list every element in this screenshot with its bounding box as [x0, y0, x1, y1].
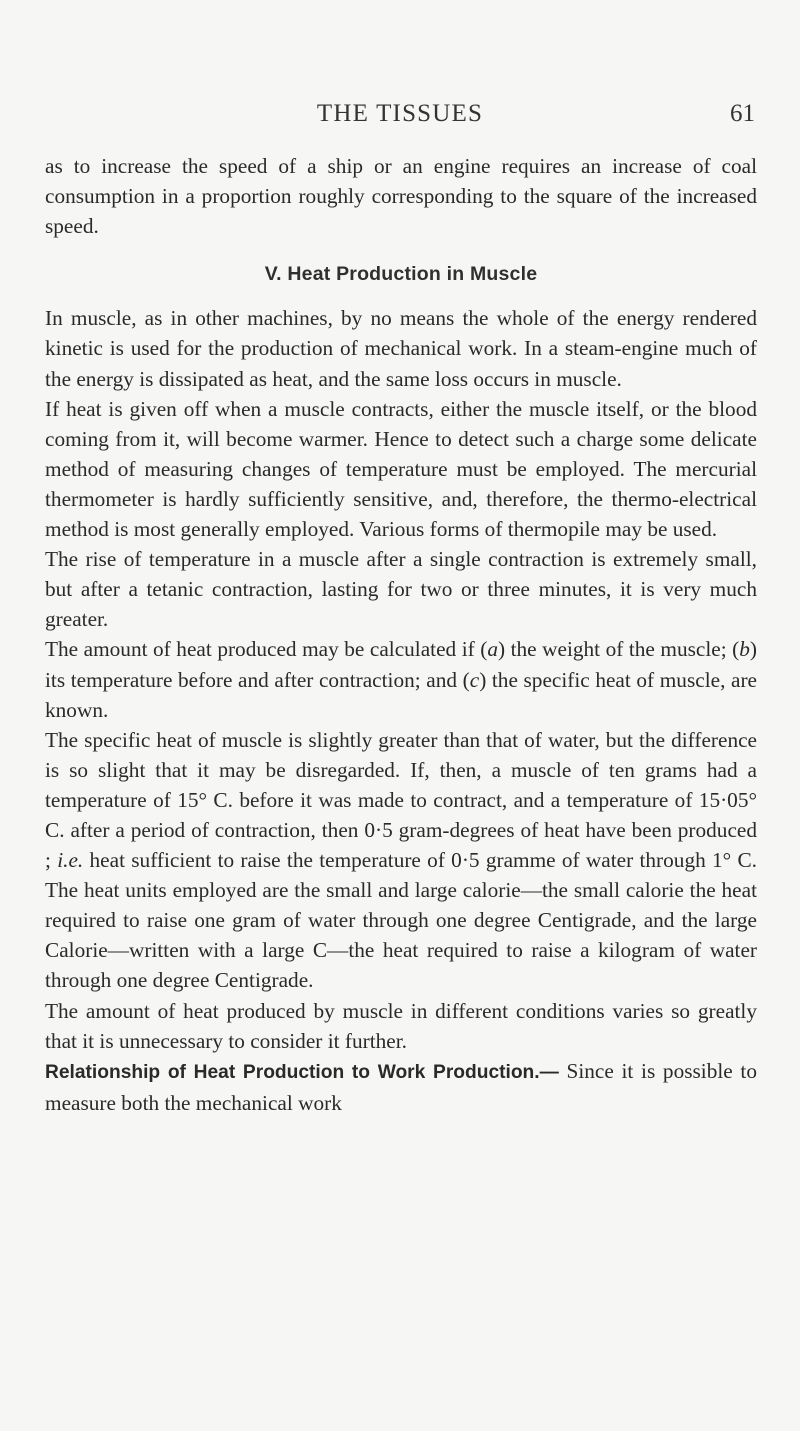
running-title: THE TISSUES: [316, 100, 484, 127]
section-heading: V. Heat Production in Muscle: [264, 263, 538, 286]
amount-text-c: ) its temperature before and after contraction; and (: [45, 637, 758, 692]
paragraph-varies: The amount of heat produced by muscle in different conditions varies so greatly that it is unnecessary to consider it further.: [45, 998, 757, 1053]
amount-lead: The amount of: [45, 637, 171, 662]
amount-text-b: ) the weight of the muscle; (: [497, 637, 740, 662]
ie-abbreviation: i.e.: [57, 848, 84, 873]
body-text: [45, 151, 757, 1118]
amount-text-a: produced may be calculated if (: [217, 637, 488, 662]
amount-text-d: ) the specific heat of muscle, are known.: [45, 667, 757, 722]
paragraph-measuring-heat: If heat is given off when a muscle contracts, either the muscle itself, or the blood coming from it, will become warmer. Hence to detect such a charge some delicate method of measuring changes of temperature must be employed. The mercurial thermometer is hardly sufficiently sensitive, and, therefore, the thermo-electrical method is most generally employed. Various forms of thermopile may be used.: [45, 396, 757, 542]
specific-heat-text-b: heat sufficient to raise the temperature of 0·5 gramme of water through 1° C. The heat units employed are the small and large calorie—the small calorie the heat required to raise one gram of water through one degree Centigrade, and the large Calorie—written with a large C—the heat required to raise a kilogram of water through one degree Centigrade.: [45, 848, 757, 993]
paragraph-specific-heat: [45, 725, 757, 996]
running-header: [0, 100, 800, 136]
paragraph-amount-of-heat: [45, 634, 757, 724]
letter-a: a: [487, 637, 498, 662]
paragraph-energy-loss: In muscle, as in other machines, by no means the whole of the energy rendered kinetic is used for the production of mechanical work. In a steam-engine much of the energy is dissipated as heat, and the same loss occurs in muscle.: [45, 306, 757, 391]
paragraph-continuation: as to increase the speed of a ship or an engine requires an increase of coal consumption in a proportion roughly corresponding to the square of the increased speed.: [45, 154, 757, 239]
paragraph-temperature-rise: The rise of temperature in a muscle after a single contraction is extremely small, but after a tetanic contraction, lasting for two or three minutes, it is very much greater.: [45, 547, 757, 632]
specific-heat-text-a: The specific heat of muscle is slightly greater than that of water, but the difference is so slight that it may be disregarded. If, then, a muscle of ten grams had a temperature of 15° C. before it was made to contract, and a temperature of 15·05° C. after a period of contraction, then 0·5 gram-degrees of heat have been produced ;: [45, 727, 757, 873]
letter-c: c: [469, 667, 480, 692]
page-number: 61: [730, 100, 755, 127]
paragraph-relationship: [45, 1056, 757, 1118]
letter-b: b: [739, 637, 750, 662]
relationship-text: Since it is possible to measure both the mechanical work: [45, 1058, 757, 1115]
amount-heat-word: heat: [176, 637, 212, 662]
relationship-heading: Relationship of Heat Production to Work Production.—: [45, 1061, 559, 1083]
